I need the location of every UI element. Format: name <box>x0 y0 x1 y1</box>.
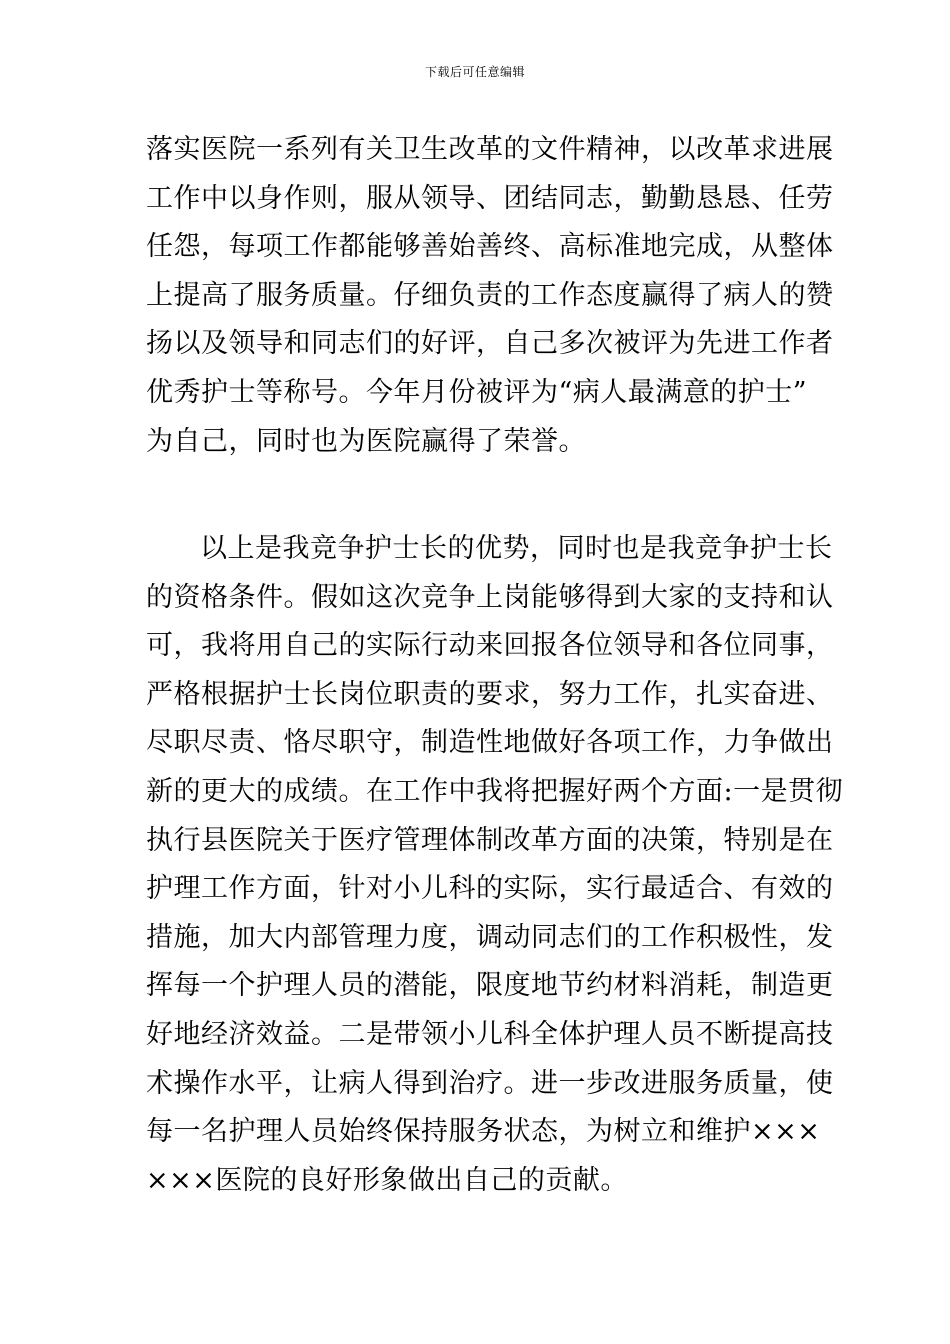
paragraph-1 <box>146 126 834 466</box>
page-header: 下载后可任意编辑 <box>424 65 525 79</box>
paragraph-2 <box>146 525 844 1205</box>
paragraph-line: 每一名护理人员始终保持服务状态，为树立和维护××× <box>146 1116 821 1148</box>
paragraph-line: 的资格条件。假如这次竞争上岗能够得到大家的支持和认 <box>146 581 834 613</box>
paragraph-line: 严格根据护士长岗位职责的要求，努力工作，扎实奋进、 <box>146 678 834 710</box>
paragraph-line: 可，我将用自己的实际行动来回报各位领导和各位同事， <box>146 630 834 662</box>
paragraph-line: 术操作水平，让病人得到治疗。进一步改进服务质量，使 <box>146 1067 834 1099</box>
paragraph-line: 扬以及领导和同志们的好评，自己多次被评为先进工作者 <box>146 328 834 360</box>
paragraph-line: 以上是我竞争护士长的优势，同时也是我竞争护士长 <box>200 533 833 564</box>
paragraph-line: 挥每一个护理人员的潜能，限度地节约材料消耗，制造更 <box>146 970 834 1002</box>
paragraph-line: 落实医院一系列有关卫生改革的文件精神，以改革求进展 <box>146 134 834 165</box>
paragraph-line: 上提高了服务质量。仔细负责的工作态度赢得了病人的赞 <box>146 279 834 311</box>
paragraph-line: 好地经济效益。二是带领小儿科全体护理人员不断提高技 <box>146 1018 834 1050</box>
paragraph-line: 新的更大的成绩。在工作中我将把握好两个方面:一是贯彻 <box>146 775 844 807</box>
paragraph-line: 护理工作方面，针对小儿科的实际，实行最适合、有效的 <box>146 873 834 905</box>
paragraph-line: 优秀护士等称号。今年月份被评为“病人最满意的护士” <box>146 376 808 408</box>
paragraph-line: 尽职尽责、恪尽职守，制造性地做好各项工作，力争做出 <box>146 727 834 759</box>
paragraph-line: 措施，加大内部管理力度，调动同志们的工作积极性，发 <box>146 921 834 953</box>
paragraph-line: 任怨，每项工作都能够善始善终、高标准地完成，从整体 <box>146 231 834 263</box>
paragraph-line: 为自己，同时也为医院赢得了荣誉。 <box>146 425 586 457</box>
paragraph-line: 执行县医院关于医疗管理体制改革方面的决策，特别是在 <box>146 824 834 856</box>
paragraph-line: 工作中以身作则，服从领导、团结同志，勤勤恳恳、任劳 <box>146 182 834 214</box>
paragraph-line: ×××医院的良好形象做出自己的贡献。 <box>146 1164 628 1196</box>
